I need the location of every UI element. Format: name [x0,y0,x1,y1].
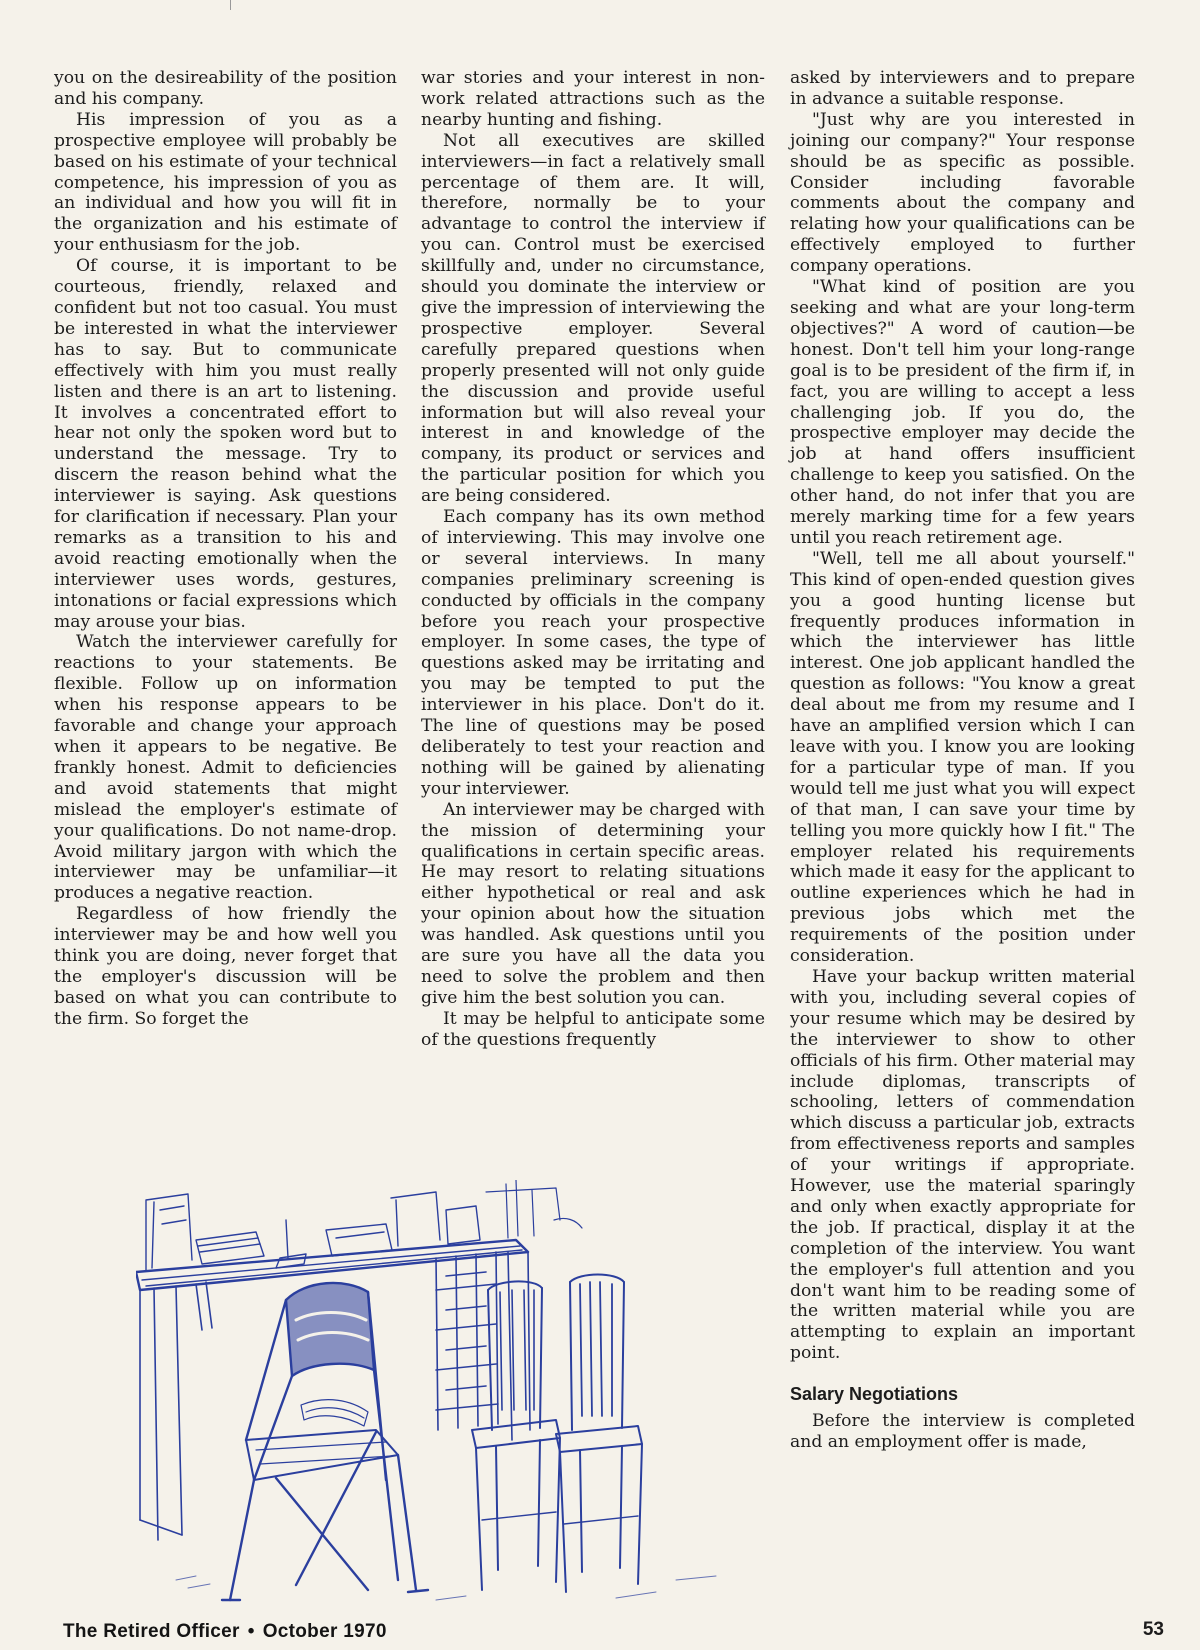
paragraph: An interviewer may be charged with the mission of determining your qualifications in certain specific areas. He may resort to relating situations either hypothetical or real and ask your opinion about how the situation was handled. Ask questions until you are sure you have all the data you need to solve the problem and then give him the best solution you can. [421,799,765,1008]
paragraph: Regardless of how friendly the interviewer may be and how well you think you are doing, never forget that the employer's discussion will be based on what you can contribute to the firm. So forget the [54,904,397,1029]
wooden-chair-right [556,1275,642,1593]
paragraph: you on the desireability of the position and his company. [54,68,397,109]
paragraph: It may be helpful to anticipate some of the questions frequently [421,1008,765,1050]
page-number: 53 [1142,1619,1164,1640]
paragraph: Before the interview is completed and an employment offer is made, [790,1411,1135,1452]
folding-chair [222,1283,428,1600]
crop-mark [230,0,231,10]
section-heading-salary-negotiations: Salary Negotiations [790,1384,959,1405]
interview-room-illustration [136,1180,772,1610]
paragraph: Of course, it is important to be courteous, friendly, relaxed and confident but not too casual. You must be interested in what the interviewer has to say. But to communicate effectively with him you must really listen and there is an art to listening. It involves a concentrated effort to hear not only the spoken word but to understand the message. Try to discern the reason behind what the interviewer is saying. Ask questions for clarification if necessary. Plan your remarks as a transition to his and avoid reacting emotionally when the interviewer uses words, gestures, intonations or facial expressions which may arouse your bias. [54,256,397,632]
footer-separator: • [247,1621,255,1642]
paragraph: His impression of you as a prospective employee will probably be based on his estimate of your technical competence, his impression of you as an individual and how you will fit in the organization and his estimate of your enthusiasm for the job. [54,109,397,256]
text-column-3 [790,68,1135,1453]
text-column-1 [54,68,397,1030]
column-3-after-heading [790,1411,1135,1453]
footer-publication [63,1621,387,1643]
paragraph: asked by interviewers and to prepare in advance a suitable response. [790,68,1135,109]
column-3-body [790,68,1135,1364]
text-column-2 [421,68,765,1051]
paragraph: "What kind of position are you seeking and what are your long-term objectives?" A word of caution—be honest. Don't tell him your long-range goal is to be president of the firm if, in fact, you are willing to accept a less challenging job. If you do, the prospective employer may decide the job at hand offers insufficient challenge to keep you satisfied. On the other hand, do not infer that you are merely marking time for a few years until you reach retirement age. [790,277,1135,548]
paragraph: "Just why are you interested in joining our company?" Your response should be as specific as possible. Consider including favorable comments about the company and relating how your qualifications can be effectively employed to further company operations. [790,109,1135,277]
paragraph: war stories and your interest in non-work related attractions such as the nearby hunting and fishing. [421,68,765,130]
paragraph: Watch the interviewer carefully for reactions to your statements. Be flexible. Follow up on information when his response appears to be favorable and change your approach when it appears to be negative. Be frankly honest. Admit to deficiencies and avoid statements that might mislead the employer's estimate of your qualifications. Do not name-drop. Avoid military jargon with which the interviewer may be unfamiliar—it produces a negative reaction. [54,632,397,904]
paragraph: "Well, tell me all about yourself." This kind of open-ended question gives you a good hunting license but frequently produces information in which the interviewer has little interest. One job applicant handled the question as follows: "You know a great deal about me from my resume and I have an amplified version which I can leave with you. I know you are looking for a particular type of man. If you would tell me just what you will expect of that man, I can save your time by telling you more quickly how I fit." The employer related his requirements which made it easy for the applicant to outline experiences which he had in previous jobs which met the requirements of the position under consideration. [790,548,1135,967]
issue-date: October 1970 [262,1621,387,1642]
paragraph: Not all executives are skilled interviewers—in fact a relatively small percentage of them are. It will, therefore, normally be to your advantage to control the interview if you can. Control must be exercised skillfully and, under no circumstance, should you dominate the interview or give the impression of interviewing the prospective employer. Several carefully prepared questions when properly presented will not only guide the discussion and provide useful information but will also reveal your interest in and knowledge of the company, its product or services and the particular position for which you are being considered. [421,130,765,507]
publication-name: The Retired Officer [63,1621,240,1642]
paragraph: Each company has its own method of interviewing. This may involve one or several interviews. In many companies preliminary screening is conducted by officials in the company before you reach your prospective employer. In some cases, the type of questions asked may be irritating and you may be tempted to put the interviewer in his place. Don't do it. The line of questions may be posed deliberately to test your reaction and nothing will be gained by alienating your interviewer. [421,507,765,799]
wooden-chair-left [472,1281,560,1590]
paragraph: Have your backup written material with you, including several copies of your resume which may be desired by the interviewer to show to other officials of his firm. Other material may include diplomas, transcripts of schooling, letters of commendation which discuss a particular job, extracts from effectiveness reports and samples of your writings if appropriate. However, use the material sparingly and only when exactly appropriate for the job. If practical, display it at the completion of the interview. You want the employer's full attention and you don't want him to be reading some of the written material while you are attempting to explain an important point. [790,966,1135,1364]
